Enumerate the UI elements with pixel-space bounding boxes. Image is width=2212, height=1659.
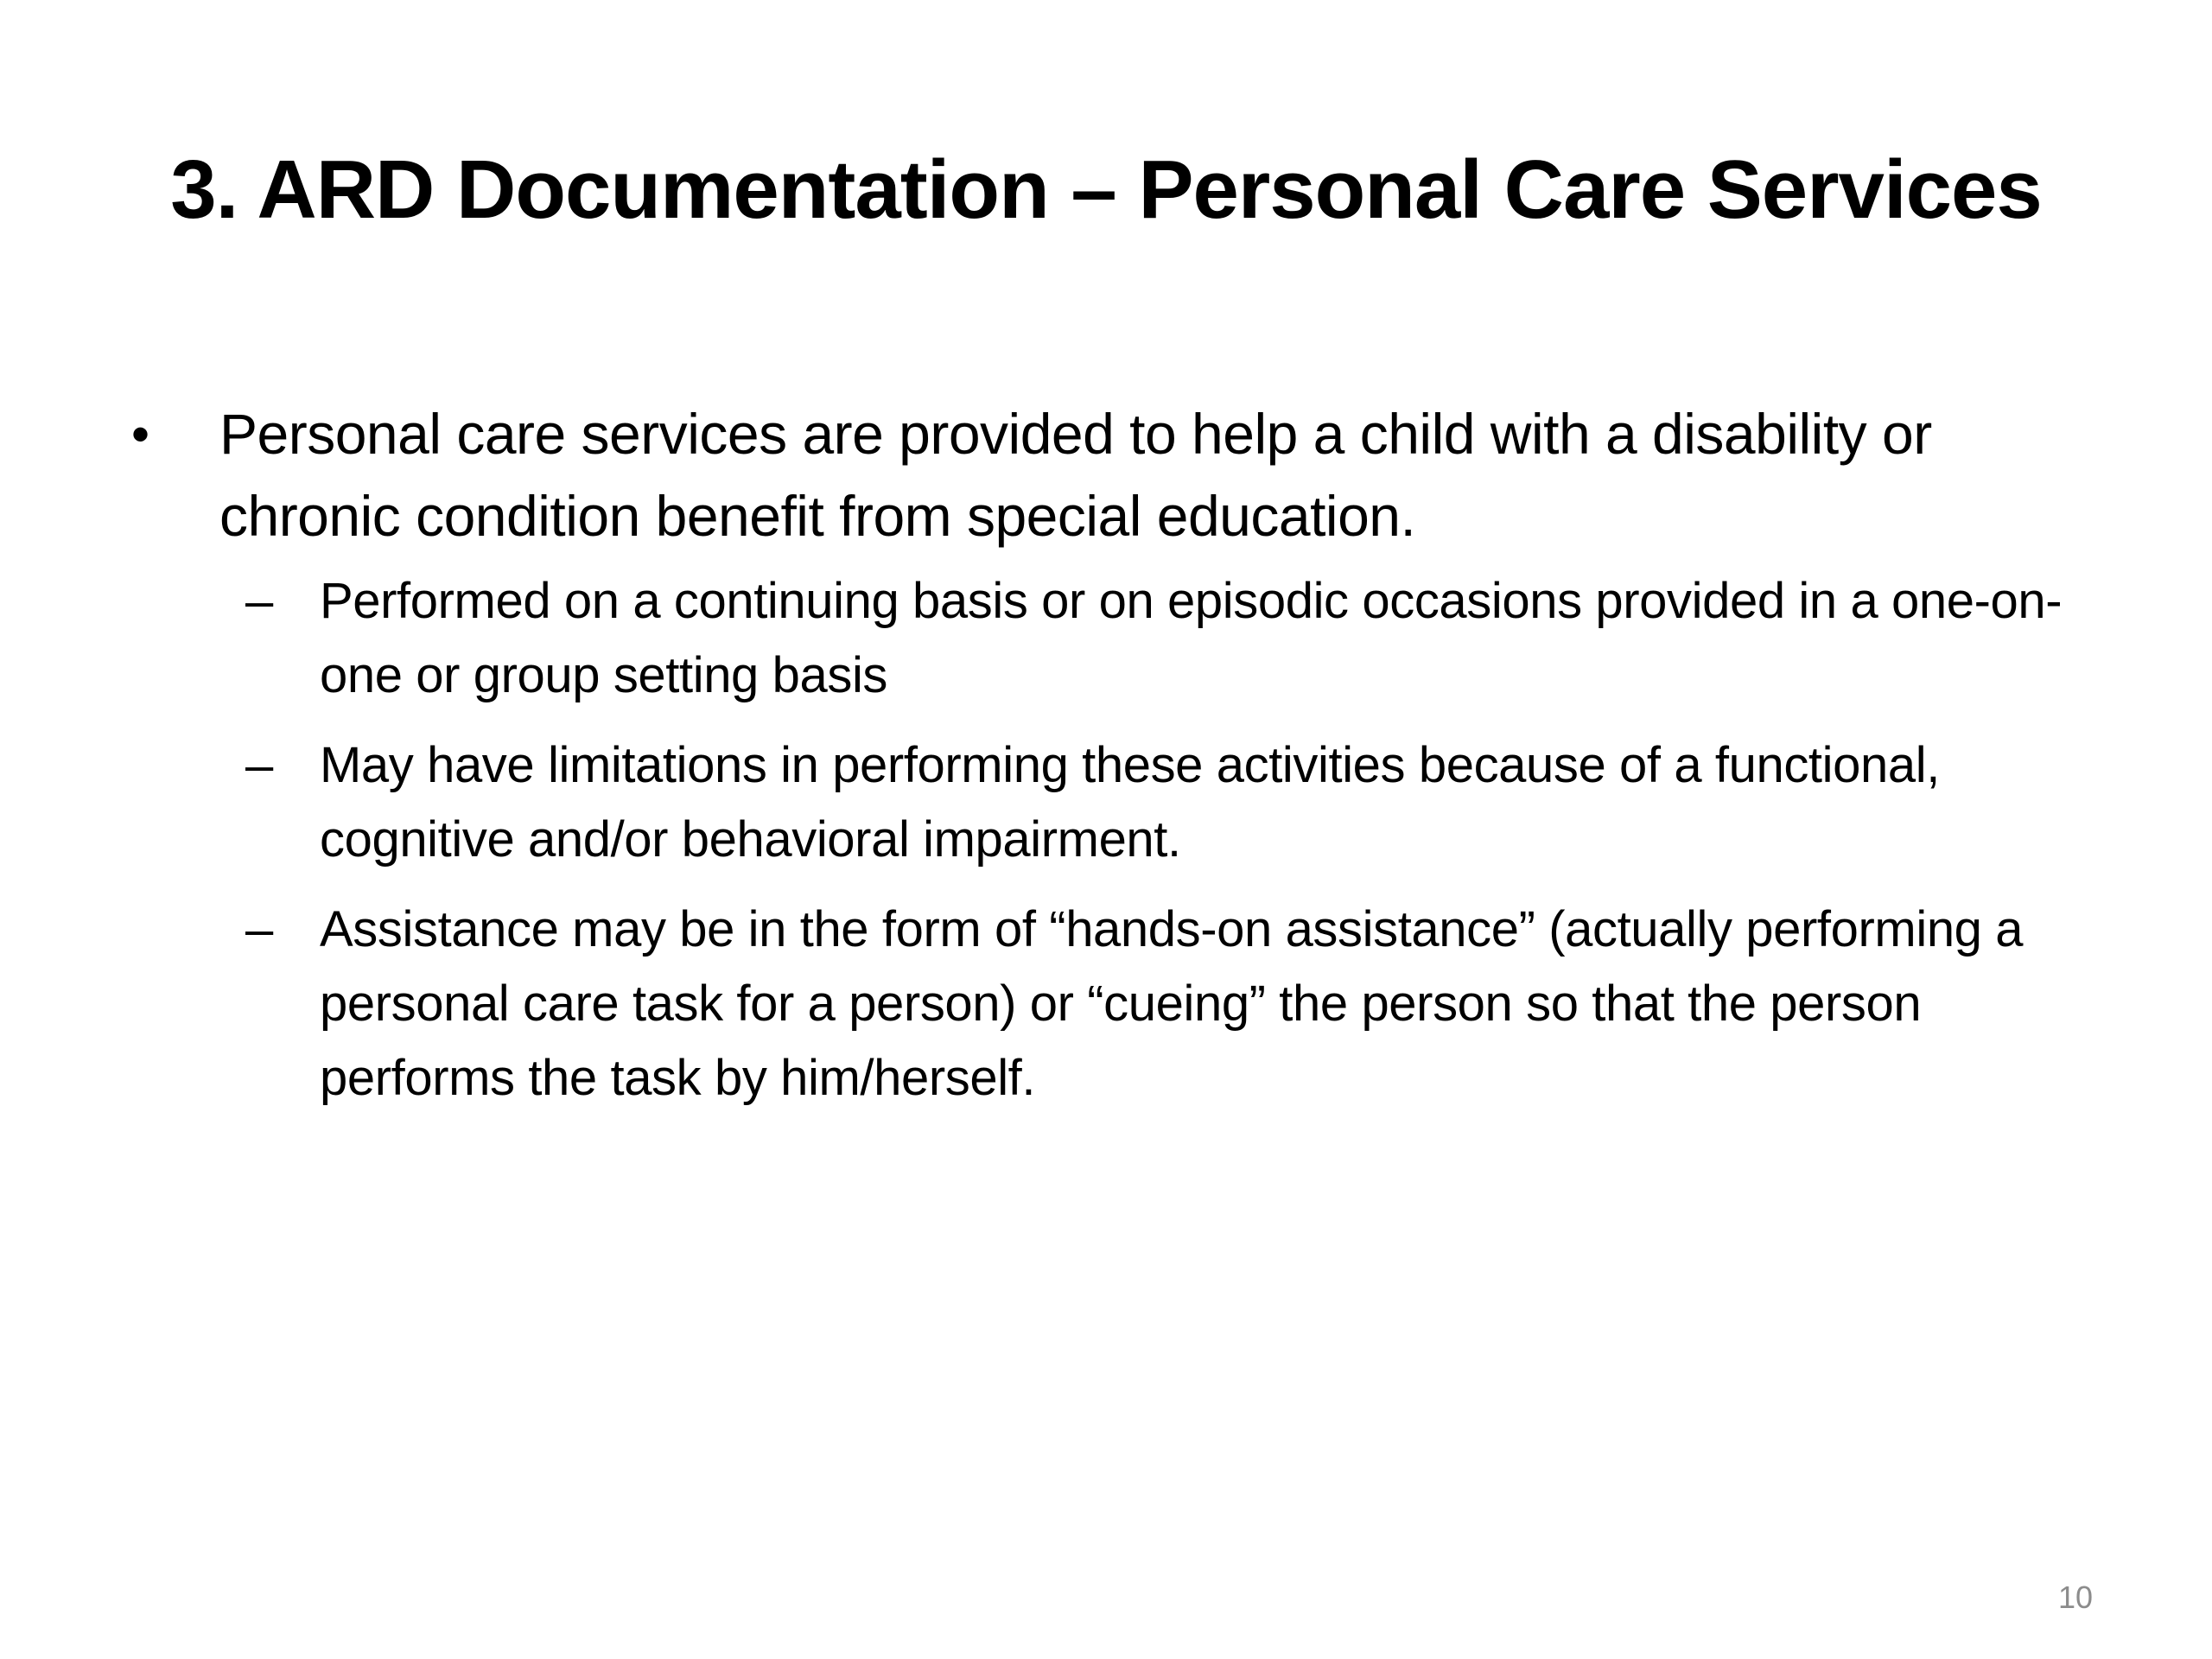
sub-bullet-item [245,728,2117,877]
sub-bullet-text: Assistance may be in the form of “hands-on assistance” (actually performing a personal care task for a person) or “cueing” the person so that the person performs the task by him/herself. [320,901,2024,1106]
dash-marker: – [245,901,273,957]
sub-bullet-text: May have limitations in performing these activities because of a functional, cognitive and/or behavioral impairment. [320,737,1940,868]
slide-body [130,393,2117,1131]
sub-bullet-item [245,893,2117,1116]
bullet-marker: • [131,405,149,463]
slide-title: 3. ARD Documentation – Personal Care Services [170,143,2042,236]
bullet-item [130,393,2117,557]
sub-bullet-text: Performed on a continuing basis or on episodic occasions provided in a one-on-one or group setting basis [320,573,2063,703]
bullet-text: Personal care services are provided to help a child with a disability or chronic condition benefit from special education. [219,402,1932,548]
dash-marker: – [245,737,273,793]
sub-bullet-item [245,564,2117,713]
sub-bullet-list [130,564,2117,1116]
dash-marker: – [245,573,273,629]
page-number: 10 [2057,1580,2093,1615]
